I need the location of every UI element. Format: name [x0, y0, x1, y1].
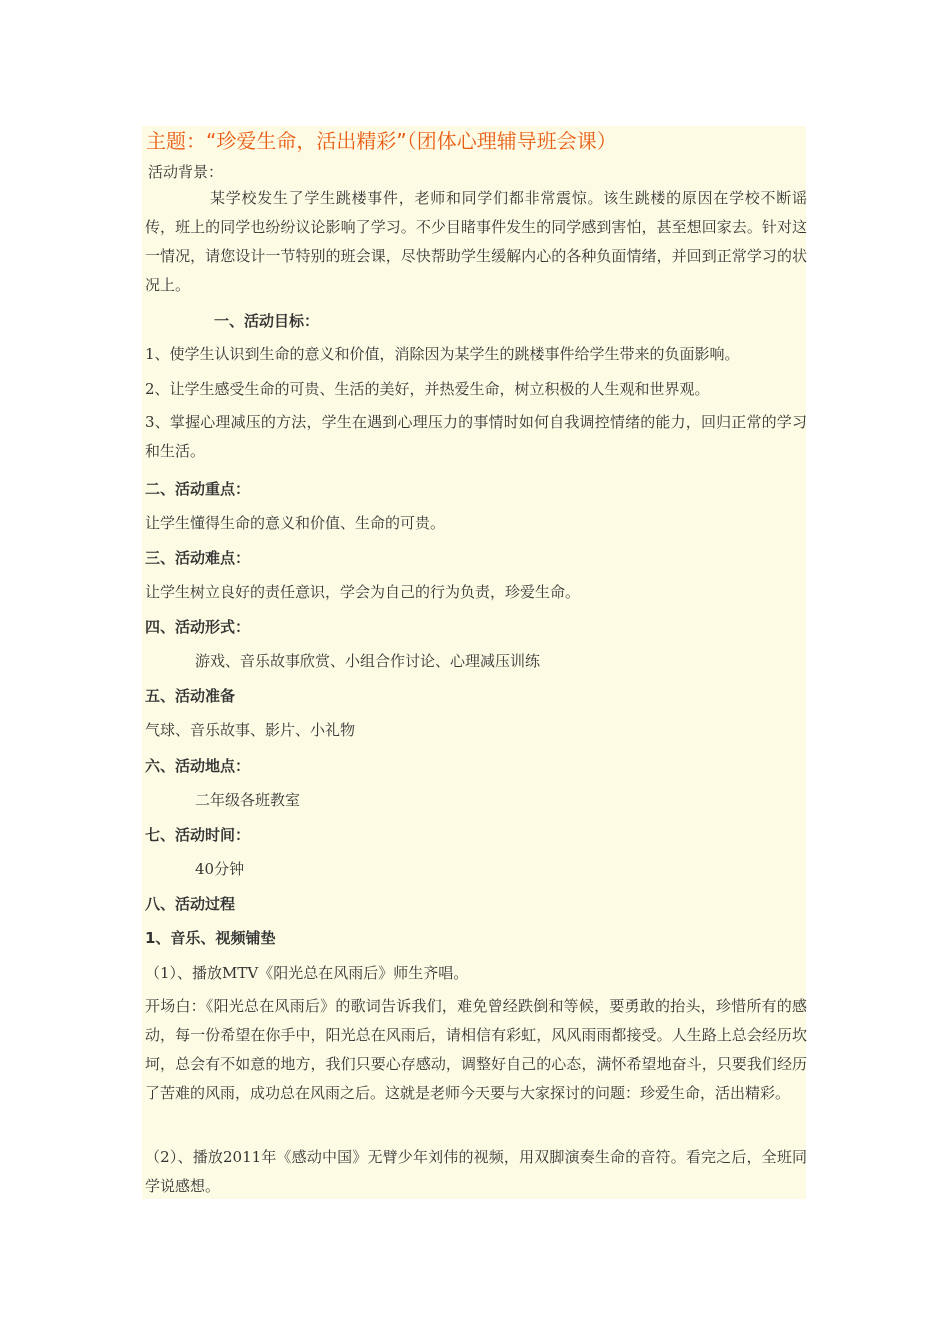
- step1-item-2: （2）、播放2011年《感动中国》无臂少年刘伟的视频，用双脚演奏生命的音符。看完之后，全班同学说感想。: [145, 1148, 807, 1195]
- goal-heading: 一、活动目标：: [214, 312, 320, 330]
- document-title: 主题：“珍爱生命，活出精彩”（团体心理辅导班会课）: [146, 129, 617, 153]
- key-text: 让学生懂得生命的意义和价值、生命的可贵。: [145, 514, 446, 532]
- step1-item-1: （1）、播放MTV《阳光总在风雨后》师生齐唱。: [145, 964, 469, 982]
- difficulty-heading: 三、活动难点：: [145, 549, 251, 567]
- background-label: 活动背景：: [148, 163, 224, 181]
- form-heading: 四、活动形式：: [145, 618, 251, 636]
- difficulty-text: 让学生树立良好的责任意识，学会为自己的行为负责，珍爱生命。: [145, 583, 581, 601]
- goal-item-3: 3、掌握心理减压的方法，学生在遇到心理压力的事情时如何自我调控情绪的能力，回归正常的学习和生活。: [145, 413, 807, 460]
- step1-heading: 1、音乐、视频铺垫: [145, 929, 276, 947]
- prep-text: 气球、音乐故事、影片、小礼物: [145, 721, 356, 739]
- document-page: [142, 126, 806, 1199]
- process-heading: 八、活动过程: [145, 895, 236, 913]
- opening-paragraph: 开场白：《阳光总在风雨后》的歌词告诉我们，难免曾经跌倒和等候，要勇敢的抬头，珍惜所有的感动，每一份希望在你手中，阳光总在风雨后，请相信有彩虹，风风雨雨都接受。人生路上总会经历坎坷，总会有不如意的地方，我们只要心存感动，调整好自己的心态，满怀希望地奋斗，只要我们经历了苦难的风雨，成功总在风雨之后。这就是老师今天要与大家探讨的问题：珍爱生命，活出精彩。: [145, 997, 807, 1102]
- key-heading: 二、活动重点：: [145, 480, 251, 498]
- place-heading: 六、活动地点：: [145, 757, 251, 775]
- place-text: 二年级各班教室: [195, 791, 301, 809]
- time-heading: 七、活动时间：: [145, 826, 251, 844]
- time-text: 40分钟: [195, 860, 245, 878]
- prep-heading: 五、活动准备: [145, 687, 236, 705]
- goal-item-1: 1、使学生认识到生命的意义和价值，消除因为某学生的跳楼事件给学生带来的负面影响。: [145, 345, 740, 363]
- background-paragraph: 某学校发生了学生跳楼事件，老师和同学们都非常震惊。该生跳楼的原因在学校不断谣传，班上的同学也纷纷议论影响了学习。不少目睹事件发生的同学感到害怕，甚至想回家去。针对这一情况，请您设计一节特别的班会课，尽快帮助学生缓解内心的各种负面情绪，并回到正常学习的状况上。: [145, 189, 807, 294]
- form-text: 游戏、音乐故事欣赏、小组合作讨论、心理减压训练: [195, 652, 541, 670]
- goal-item-2: 2、让学生感受生命的可贵、生活的美好，并热爱生命，树立积极的人生观和世界观。: [145, 380, 710, 398]
